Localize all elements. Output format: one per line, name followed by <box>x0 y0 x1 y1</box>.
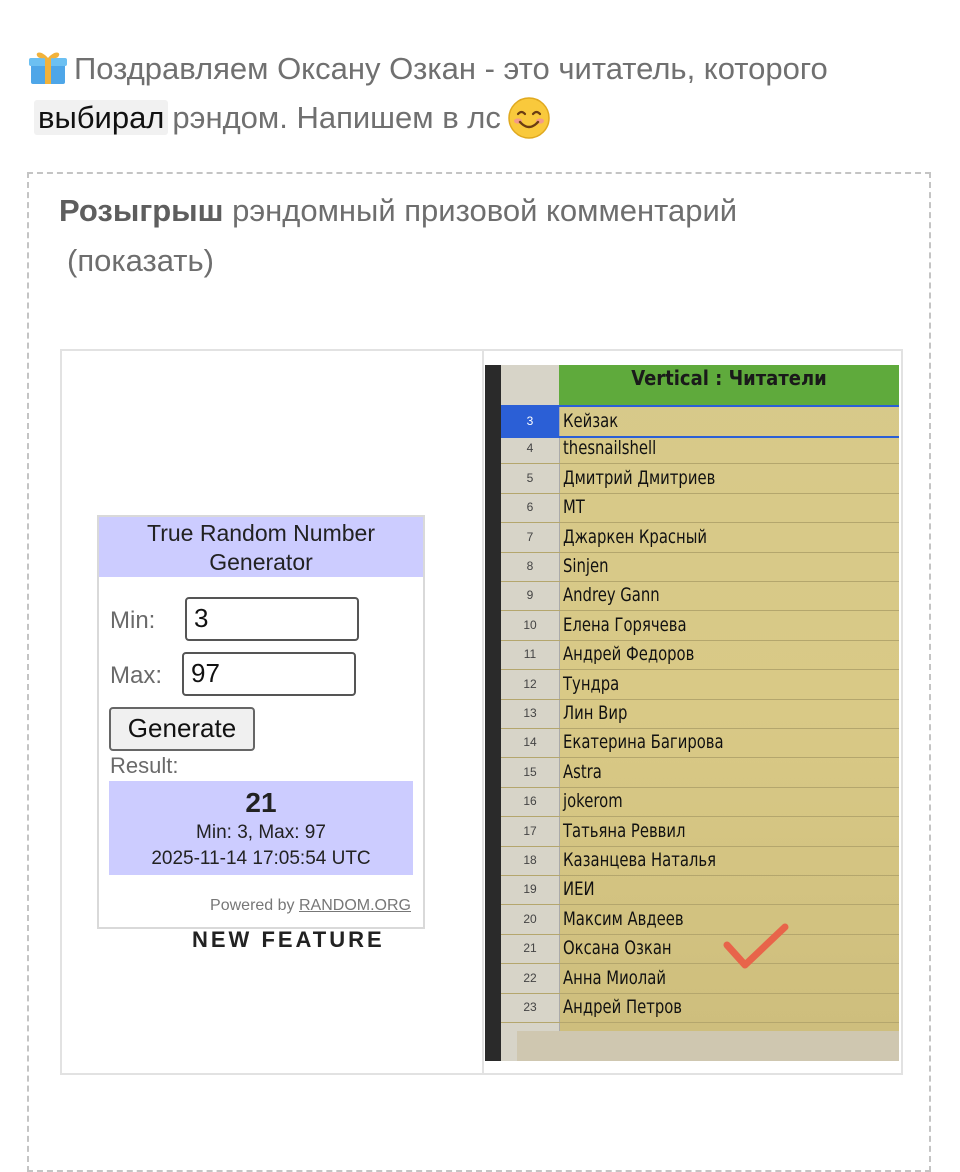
spoiler-toggle-link[interactable]: (показать) <box>67 243 214 278</box>
table-divider <box>482 351 484 1073</box>
reader-name: Astra <box>563 760 602 783</box>
reader-name: Тундра <box>563 672 620 695</box>
widget-title-line2: Generator <box>209 549 313 575</box>
table-row <box>501 552 899 582</box>
reader-name: Оксана Озкан <box>563 937 672 960</box>
reader-name: Анна Миолай <box>563 966 666 989</box>
table-row <box>501 611 899 641</box>
row-number: 8 <box>526 559 534 573</box>
reader-name: Татьяна Реввил <box>563 819 686 842</box>
table-row <box>501 728 899 758</box>
row-number: 6 <box>526 500 534 515</box>
row-number: 19 <box>523 882 537 897</box>
row-number: 12 <box>523 676 537 691</box>
row-number: 20 <box>523 911 537 926</box>
new-feature-banner <box>192 927 404 952</box>
reader-name: Дмитрий Дмитриев <box>563 466 716 489</box>
checkmark-icon <box>723 921 789 971</box>
gift-icon <box>28 49 68 85</box>
table-row <box>501 434 899 464</box>
table-row <box>501 875 899 905</box>
row-number: 17 <box>523 823 537 838</box>
random-number-widget <box>97 515 425 929</box>
random-org-link[interactable]: RANDOM.ORG <box>299 897 411 914</box>
powered-by-prefix: Powered by <box>210 897 295 914</box>
row-number: 16 <box>523 794 537 809</box>
table-row <box>501 640 899 670</box>
intro-highlight: выбирал <box>34 100 168 135</box>
result-box <box>109 781 413 875</box>
table-row <box>501 670 899 700</box>
reader-name: Максим Авдеев <box>563 907 684 930</box>
min-input[interactable]: 3 <box>185 597 359 641</box>
table-row <box>501 905 899 935</box>
row-number: 22 <box>523 970 537 985</box>
reader-name: Джаркен Красный <box>563 525 708 548</box>
reader-name: Лин Вир <box>563 702 628 724</box>
table-row <box>501 405 899 438</box>
row-number: 21 <box>523 941 537 956</box>
table-row <box>501 964 899 994</box>
reader-name: MT <box>563 496 585 519</box>
reader-name: ИЕИ <box>563 878 595 901</box>
max-label: Max: <box>110 662 163 689</box>
reader-name: Andrey Gann <box>563 584 660 607</box>
row-number: 10 <box>523 617 537 632</box>
row-number: 14 <box>523 735 537 750</box>
table-row <box>501 993 899 1023</box>
table-row <box>501 581 899 611</box>
generate-button[interactable]: Generate <box>109 707 255 751</box>
sheet-header: Vertical : Читатели <box>559 365 899 405</box>
result-label: Result: <box>110 753 179 778</box>
photo-bottom-edge <box>517 1031 899 1061</box>
widget-title <box>99 517 423 577</box>
table-row <box>501 817 899 847</box>
max-input[interactable]: 97 <box>182 652 356 696</box>
table-row <box>501 699 899 729</box>
reader-name: thesnailshell <box>563 437 657 460</box>
row-number: 23 <box>523 1000 537 1014</box>
reader-name: Казанцева Наталья <box>563 849 717 871</box>
row-number: 9 <box>526 588 534 603</box>
row-number: 11 <box>523 647 537 662</box>
spoiler-block <box>27 172 931 1172</box>
row-number: 4 <box>526 441 534 456</box>
spoiler-subtitle: рэндомный призовой комментарий <box>232 193 738 228</box>
result-range: Min: 3, Max: 97 <box>196 822 326 843</box>
image-table <box>60 349 903 1075</box>
row-number: 3 <box>501 407 559 436</box>
spreadsheet-photo <box>485 365 899 1061</box>
row-number: 5 <box>526 470 534 485</box>
spoiler-title: Розыгрыш <box>59 193 224 228</box>
reader-name: Андрей Федоров <box>563 643 695 666</box>
powered-by <box>210 897 411 915</box>
reader-name: jokerom <box>563 790 623 813</box>
intro-text-before: Поздравляем Оксану Озкан - это читатель, которого <box>74 51 828 86</box>
row-number: 18 <box>523 853 537 867</box>
reader-name: Елена Горячева <box>563 613 687 636</box>
spoiler-header <box>59 186 879 286</box>
new-feature-text: NEW FEATURE <box>192 927 385 952</box>
row-number: 15 <box>523 764 537 779</box>
reader-name: Sinjen <box>563 555 609 577</box>
result-timestamp: 2025-11-14 17:05:54 UTC <box>151 848 371 869</box>
table-row <box>501 758 899 788</box>
smiling-face-icon <box>507 96 551 140</box>
reader-name: Екатерина Багирова <box>563 731 724 754</box>
table-row <box>501 787 899 817</box>
table-row <box>501 934 899 964</box>
intro-text-after: рэндом. Напишем в лс <box>172 100 501 135</box>
table-row <box>501 523 899 553</box>
row-number: 13 <box>523 706 537 720</box>
row-number: 7 <box>526 529 534 544</box>
reader-name: Андрей Петров <box>563 996 683 1018</box>
table-row <box>501 846 899 876</box>
widget-title-line1: True Random Number <box>147 520 375 546</box>
spreadsheet <box>501 365 899 1061</box>
result-number: 21 <box>245 787 277 818</box>
reader-name: Кейзак <box>563 410 619 432</box>
intro-text <box>28 44 908 142</box>
min-label: Min: <box>110 607 156 634</box>
table-row <box>501 493 899 523</box>
table-row <box>501 464 899 494</box>
